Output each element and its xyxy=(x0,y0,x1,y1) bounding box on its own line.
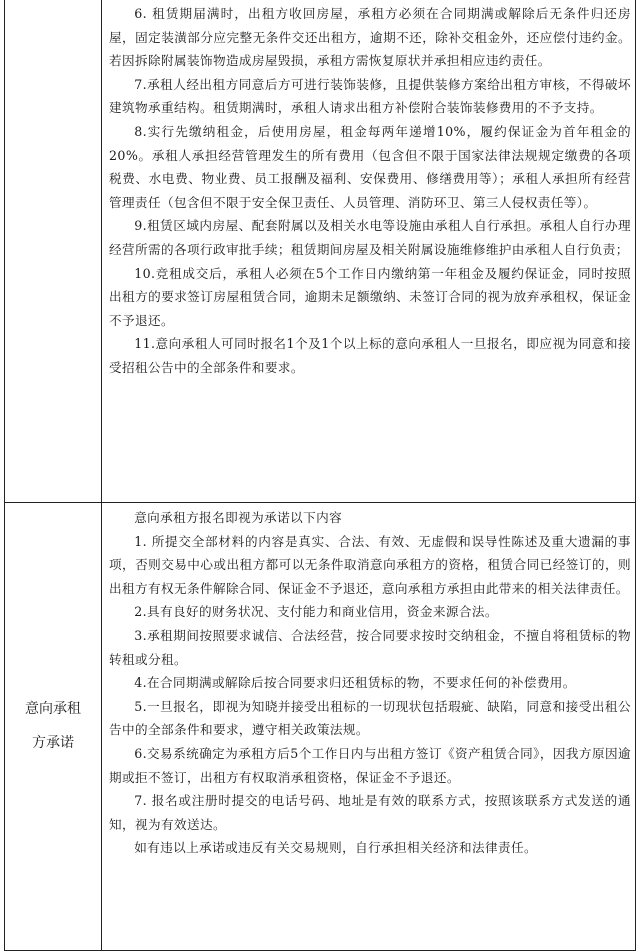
commitment-item-3: 3.承租期间按照要求诚信、合法经营，按合同要求按时交纳租金，不擅自将租赁标的物转租或分租。 xyxy=(109,627,631,667)
commitment-item-2: 2.具有良好的财务状况、支付能力和商业信用，资金来源合法。 xyxy=(134,604,498,620)
commitment-closing: 如有违以上承诺或违反有关交易规则，自行承担相关经济和法律责任。 xyxy=(134,840,537,856)
commitment-item-7: 7. 报名或注册时提交的电话号码、地址是有效的联系方式，按照该联系方式发送的通知，视为有效送达。 xyxy=(109,793,631,832)
commitment-content-cell xyxy=(109,506,631,860)
commitment-item-1: 1. 所提交全部材料的内容是真实、合法、有效、无虚假和误导性陈述及重大遗漏的事项，否则交易中心或出租方都可以无条件取消意向承租方的资格，租赁合同已经签订的，则出租方有权无条件解除合同、保证金不予退还，意向承租方承担由此带来的相关法律责任。 xyxy=(109,533,631,596)
term-item-6: 6. 租赁期届满时，出租方收回房屋，承租方必须在合同期满或解除后无条件归还房屋，固定装潢部分应完整无条件交还出租方，逾期不还，除补交租金外，还应偿付违约金。若因拆除附属装饰物造成房屋毁损，承租方需恢复原状并承担相应违约责任。 xyxy=(109,6,631,69)
term-item-9: 9.租赁区域内房屋、配套附属以及相关水电等设施由承租人自行承担。承租人自行办理经营所需的各项行政审批手续；租赁期间房屋及相关附属设施维修维护由承租人自行负责； xyxy=(109,218,631,257)
commitment-label-cell xyxy=(5,502,101,950)
terms-table xyxy=(4,0,636,951)
commitment-intro: 意向承租方报名即视为承诺以下内容 xyxy=(134,510,343,525)
commitment-label: 意向承租方承诺 xyxy=(25,701,81,751)
commitment-item-5: 5.一旦报名，即视为知晓并接受出租标的一切现状包括瑕疵、缺陷，同意和接受出租公告中的全部条件和要求，遵守相关政策法规。 xyxy=(109,698,631,738)
term-item-7: 7.承租人经出租方同意后方可进行装饰装修，且提供装修方案给出租方审核，不得破坏建筑物承重结构。租赁期满时，承租人请求出租方补偿附合装饰装修费用的不予支持。 xyxy=(109,76,631,116)
lease-terms-cell xyxy=(109,2,631,380)
term-item-10: 10.竞租成交后，承租人必须在5个工作日内缴纳第一年租金及履约保证金，同时按照出租方的要求签订房屋租赁合同，逾期未足额缴纳、未签订合同的视为放弃承租权，保证金不予退还。 xyxy=(109,265,631,328)
column-divider xyxy=(101,0,102,950)
commitment-item-4: 4.在合同期满或解除后按合同要求归还租赁标的物，不要求任何的补偿费用。 xyxy=(134,675,576,691)
commitment-item-6: 6.交易系统确定为承租方后5个工作日内与出租方签订《资产租赁合同》，因我方原因逾期或拒不签订，出租方有权取消承租资格，保证金不予退还。 xyxy=(109,745,631,785)
term-item-8: 8.实行先缴纳租金，后使用房屋，租金每两年递增10%，履约保证金为首年租金的20%。承租人承担经营管理发生的所有费用（包含但不限于国家法律法规规定缴费的各项税费、水电费、物业费、员工报酬及福利、安保费用、修缮费用等）；承租人承担所有经营管理责任（包含但不限于安全保卫责任、人员管理、消防环卫、第三人侵权责任等）。 xyxy=(109,123,631,210)
term-item-11: 11.意向承租人可同时报名1个及1个以上标的意向承租人一旦报名，即应视为同意和接受招租公告中的全部条件和要求。 xyxy=(109,336,631,375)
